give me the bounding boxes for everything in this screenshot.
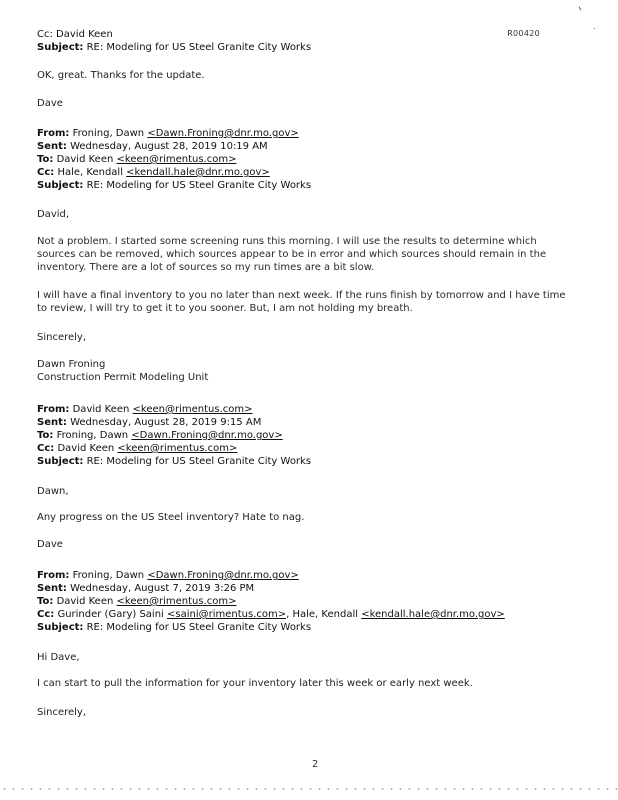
email4-closing: Sincerely, [37, 707, 87, 718]
email3-signature: Dave [37, 539, 63, 550]
email2-to-address[interactable]: <keen@rimentus.com> [116, 154, 237, 165]
email4-to: To: David Keen <keen@rimentus.com> [37, 596, 237, 607]
scan-noise-strip [0, 788, 618, 790]
header-cc: Cc: David Keen [37, 29, 113, 40]
email3-to: To: Froning, Dawn <Dawn.Froning@dnr.mo.gov> [37, 430, 283, 441]
email3-sent: Sent: Wednesday, August 28, 2019 9:15 AM [37, 417, 262, 428]
reply-line: OK, great. Thanks for the update. [37, 70, 205, 81]
email4-cc-address-2[interactable]: <kendall.hale@dnr.mo.gov> [361, 609, 505, 620]
email4-from-address[interactable]: <Dawn.Froning@dnr.mo.gov> [147, 570, 299, 581]
email4-cc-address-1[interactable]: <saini@rimentus.com> [167, 609, 287, 620]
scan-artifact [579, 7, 582, 11]
email4-to-address[interactable]: <keen@rimentus.com> [116, 596, 237, 607]
email3-from-address[interactable]: <keen@rimentus.com> [132, 404, 253, 415]
email2-paragraph-2: I will have a final inventory to you no later than next week. If the runs finish by tomorrow and I have time to review, I will try to get it to you sooner. But, I am not holding my breath. [37, 290, 566, 314]
email2-from: From: Froning, Dawn <Dawn.Froning@dnr.mo.gov> [37, 128, 299, 139]
header-subject: Subject: RE: Modeling for US Steel Granite City Works [37, 42, 312, 53]
email3-from: From: David Keen <keen@rimentus.com> [37, 404, 253, 415]
bates-stamp: R00420 [507, 29, 540, 38]
email4-from: From: Froning, Dawn <Dawn.Froning@dnr.mo.gov> [37, 570, 299, 581]
email4-body: I can start to pull the information for your inventory later this week or early next week. [37, 678, 473, 689]
email4-subject: Subject: RE: Modeling for US Steel Granite City Works [37, 622, 312, 633]
email3-subject: Subject: RE: Modeling for US Steel Granite City Works [37, 456, 312, 467]
email2-closing: Sincerely, [37, 332, 87, 343]
scan-artifact [594, 28, 595, 29]
email2-paragraph-1: Not a problem. I started some screening runs this morning. I will use the results to determine which sources can be removed, which sources appear to be in error and which sources should remain in the inventory. There are a lot of sources so my run times are a bit slow. [37, 236, 547, 273]
email2-from-address[interactable]: <Dawn.Froning@dnr.mo.gov> [147, 128, 299, 139]
email2-greeting: David, [37, 209, 70, 220]
page-number: 2 [312, 759, 319, 770]
email4-cc: Cc: Gurinder (Gary) Saini <saini@rimentus.com>, Hale, Kendall <kendall.hale@dnr.mo.gov> [37, 609, 505, 620]
email3-to-address[interactable]: <Dawn.Froning@dnr.mo.gov> [131, 430, 283, 441]
email3-cc: Cc: David Keen <keen@rimentus.com> [37, 443, 238, 454]
email4-greeting: Hi Dave, [37, 652, 80, 663]
email2-cc-address[interactable]: <kendall.hale@dnr.mo.gov> [126, 167, 270, 178]
email2-subject: Subject: RE: Modeling for US Steel Granite City Works [37, 180, 312, 191]
email2-signature-unit: Construction Permit Modeling Unit [37, 372, 209, 383]
email3-cc-address[interactable]: <keen@rimentus.com> [117, 443, 238, 454]
email2-signature-name: Dawn Froning [37, 359, 106, 370]
email2-cc: Cc: Hale, Kendall <kendall.hale@dnr.mo.gov> [37, 167, 270, 178]
email2-to: To: David Keen <keen@rimentus.com> [37, 154, 237, 165]
email3-greeting: Dawn, [37, 486, 69, 497]
email2-sent: Sent: Wednesday, August 28, 2019 10:19 AM [37, 141, 268, 152]
reply-signature: Dave [37, 98, 63, 109]
email4-sent: Sent: Wednesday, August 7, 2019 3:26 PM [37, 583, 255, 594]
email3-body: Any progress on the US Steel inventory? Hate to nag. [37, 512, 305, 523]
